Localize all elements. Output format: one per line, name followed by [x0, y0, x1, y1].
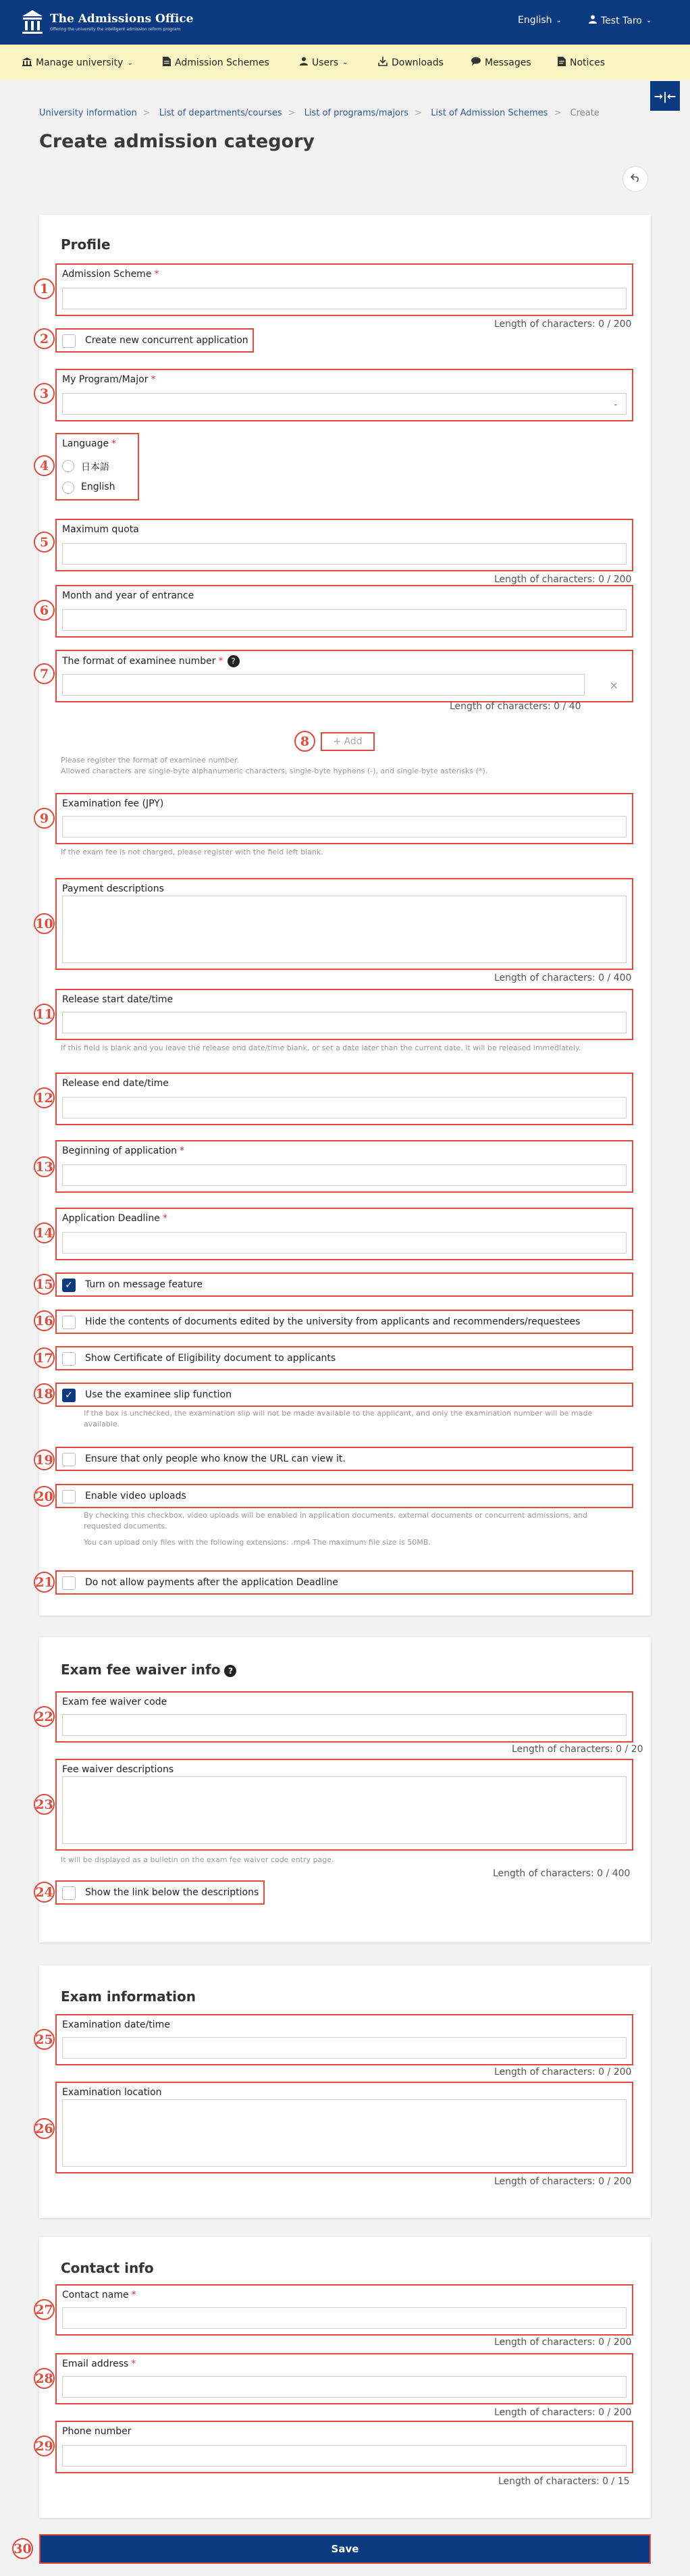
annotation-number: 15: [34, 1274, 55, 1295]
release-start-help: If this field is blank and you leave the release end date/time blank, or set a date later than the current date, it will be released immediately.: [61, 1044, 581, 1052]
entrance-label: Month and year of entrance: [62, 590, 194, 601]
back-arrow-icon: [631, 174, 640, 184]
admission-scheme-field: [55, 263, 633, 316]
annotation-number: 5: [34, 532, 55, 552]
waiver-code-counter: Length of characters: 0 / 20: [512, 1744, 643, 1755]
email-label: Email address: [62, 2359, 129, 2369]
show-link-row: [55, 1880, 265, 1905]
annotation-number: 4: [34, 455, 55, 476]
payment-descriptions-textarea[interactable]: [62, 896, 627, 963]
remove-icon[interactable]: ×: [609, 679, 618, 692]
payment-descriptions-field: [55, 878, 633, 970]
exam-fee-label: Examination fee (JPY): [62, 798, 164, 809]
annotation-number: 13: [34, 1156, 55, 1177]
save-button[interactable]: Save: [39, 2534, 651, 2564]
hide-documents-row: [55, 1310, 633, 1334]
waiver-title: [61, 1661, 236, 1678]
video-help-1: By checking this checkbox, video uploads will be enabled in application documents, external documents or concurrent admissions, and: [84, 1511, 588, 1520]
language-field: [55, 433, 139, 500]
logo-building-icon: [20, 8, 45, 35]
exam-location-counter: Length of characters: 0 / 200: [494, 2176, 632, 2187]
contact-name-counter: Length of characters: 0 / 200: [494, 2337, 632, 2348]
application-begin-field: [55, 1140, 633, 1193]
language-selector[interactable]: [518, 15, 562, 26]
collapse-arrows-icon: →|←: [654, 89, 676, 103]
required-mark: *: [154, 269, 159, 280]
main-menu: [0, 45, 690, 80]
waiver-descriptions-field: [55, 1759, 633, 1851]
admission-scheme-counter: Length of characters: 0 / 200: [494, 319, 632, 330]
program-major-label: My Program/Major: [62, 374, 149, 385]
payment-descriptions-counter: Length of characters: 0 / 400: [494, 973, 632, 983]
annotation-number: 3: [34, 383, 55, 404]
language-option-japanese: 日本語: [81, 462, 109, 473]
application-begin-input[interactable]: [62, 1164, 627, 1186]
chevron-down-icon: ⌄: [645, 17, 652, 24]
url-only-label: Ensure that only people who know the URL can view it.: [85, 1453, 346, 1464]
exam-fee-input[interactable]: [62, 816, 627, 838]
required-mark: *: [162, 1213, 167, 1224]
release-end-field: [55, 1073, 633, 1125]
maximum-quota-counter: Length of characters: 0 / 200: [494, 574, 632, 585]
video-help-3: You can upload only files with the following extensions: .mp4 The maximum file size is 50MB.: [84, 1538, 431, 1547]
menu-manage-university[interactable]: [22, 57, 133, 69]
chat-icon: [471, 57, 481, 68]
waiver-descriptions-counter: Length of characters: 0 / 400: [493, 1868, 631, 1879]
release-start-input[interactable]: [62, 1012, 627, 1033]
application-deadline-field: [55, 1208, 633, 1260]
concurrent-application-checkbox[interactable]: [62, 334, 76, 348]
user-icon: [300, 57, 308, 68]
breadcrumb-current: Create: [570, 108, 600, 118]
no-payments-row: [55, 1570, 633, 1595]
user-menu[interactable]: [589, 15, 652, 26]
url-only-checkbox[interactable]: [62, 1453, 76, 1466]
examinee-format-input[interactable]: [62, 674, 585, 696]
required-mark: *: [151, 374, 156, 385]
maximum-quota-input[interactable]: [62, 543, 627, 565]
format-help-line-2: Allowed characters are single-byte alphanumeric characters, single-byte hyphens (-), and single-byte asterisks (*).: [61, 767, 488, 775]
menu-notices[interactable]: [558, 57, 605, 69]
menu-users[interactable]: [300, 57, 348, 68]
user-icon: [589, 15, 597, 26]
phone-counter: Length of characters: 0 / 15: [498, 2476, 630, 2487]
profile-title: Profile: [61, 236, 111, 253]
concurrent-application-row: [55, 328, 254, 353]
breadcrumb-departments[interactable]: List of departments/courses: [159, 108, 282, 118]
annotation-number: 20: [34, 1486, 55, 1507]
help-icon[interactable]: ?: [228, 655, 240, 667]
contact-name-input[interactable]: [62, 2307, 627, 2329]
annotation-number: 9: [34, 808, 55, 829]
annotation-number: 27: [34, 2299, 55, 2320]
annotation-number: 29: [34, 2436, 55, 2456]
annotation-number: 11: [34, 1004, 55, 1025]
check-icon: ✓: [65, 1280, 73, 1291]
annotation-number: 12: [34, 1087, 55, 1108]
video-uploads-label: Enable video uploads: [85, 1491, 186, 1501]
release-end-label: Release end date/time: [62, 1078, 169, 1089]
exam-title: Exam information: [61, 1988, 196, 2005]
logo-title: The Admissions Office: [50, 11, 194, 26]
release-end-input[interactable]: [62, 1097, 627, 1118]
entrance-input[interactable]: [62, 609, 627, 631]
release-start-field: [55, 989, 633, 1040]
email-counter: Length of characters: 0 / 200: [494, 2407, 632, 2418]
sidebar-toggle-button[interactable]: [650, 81, 680, 111]
no-payments-checkbox[interactable]: [62, 1576, 76, 1590]
chevron-down-icon: ⌄: [127, 59, 133, 67]
language-option-english: English: [81, 482, 115, 492]
breadcrumb-admission-schemes[interactable]: List of Admission Schemes: [431, 108, 548, 118]
exam-location-field: [55, 2082, 633, 2173]
menu-messages[interactable]: [471, 57, 531, 68]
video-help-2: requested documents.: [84, 1522, 167, 1530]
chevron-down-icon: ⌄: [342, 59, 348, 66]
annotation-number: 25: [34, 2029, 55, 2050]
exam-datetime-label: Examination date/time: [62, 2019, 170, 2030]
waiver-code-input[interactable]: [62, 1714, 627, 1736]
user-name: Test Taro: [601, 15, 642, 26]
university-icon: [22, 57, 32, 69]
add-format-button[interactable]: + Add: [321, 732, 375, 751]
waiver-code-label: Exam fee waiver code: [62, 1697, 167, 1707]
waiver-descriptions-label: Fee waiver descriptions: [62, 1764, 174, 1775]
annotation-number: 2: [34, 328, 55, 349]
chevron-down-icon: ⌄: [556, 16, 562, 24]
required-mark: *: [131, 2359, 136, 2369]
required-mark: *: [180, 1145, 185, 1156]
annotation-number: 23: [34, 1794, 55, 1815]
program-major-select[interactable]: [62, 393, 627, 415]
annotation-number: 8: [294, 731, 315, 752]
breadcrumb: University information > List of departments/courses > List of programs/majors > List of Admission Schemes > Create: [39, 108, 600, 118]
document-icon: [163, 57, 171, 69]
breadcrumb-university-information[interactable]: University information: [39, 108, 137, 118]
annotation-number: 14: [34, 1222, 55, 1243]
required-mark: *: [131, 2290, 136, 2300]
hide-documents-checkbox[interactable]: [62, 1316, 76, 1329]
eligibility-label: Show Certificate of Eligibility document to applicants: [85, 1353, 336, 1364]
logo[interactable]: [20, 8, 193, 35]
top-header: [0, 0, 690, 45]
annotation-number: 26: [34, 2118, 55, 2139]
examinee-slip-checkbox[interactable]: [62, 1389, 76, 1402]
help-icon[interactable]: ?: [224, 1665, 236, 1677]
phone-input[interactable]: [62, 2445, 627, 2467]
exam-fee-help: If the exam fee is not charged, please register with the field left blank.: [61, 848, 323, 856]
email-input[interactable]: [62, 2376, 627, 2398]
menu-notices-label: Notices: [570, 57, 606, 68]
annotation-number: 22: [34, 1706, 55, 1727]
exam-datetime-input[interactable]: [62, 2037, 627, 2059]
contact-title: Contact info: [61, 2260, 154, 2276]
menu-users-label: Users: [312, 57, 339, 68]
phone-label: Phone number: [62, 2426, 132, 2437]
annotation-number: 24: [34, 1882, 55, 1903]
eligibility-checkbox[interactable]: [62, 1352, 76, 1366]
language-label: Language: [62, 438, 109, 449]
video-uploads-checkbox[interactable]: [62, 1490, 76, 1503]
application-deadline-label: Application Deadline: [62, 1213, 160, 1224]
message-feature-label: Turn on message feature: [85, 1279, 203, 1290]
show-link-label: Show the link below the descriptions: [85, 1887, 259, 1898]
breadcrumb-programs[interactable]: List of programs/majors: [304, 108, 409, 118]
required-mark: *: [111, 438, 117, 449]
menu-manage-university-label: Manage university: [36, 57, 124, 68]
maximum-quota-field: [55, 519, 633, 571]
annotation-number: 16: [34, 1310, 55, 1331]
exam-fee-field: [55, 793, 633, 844]
annotation-number: 17: [34, 1347, 55, 1368]
waiver-descriptions-textarea[interactable]: [62, 1776, 627, 1844]
annotation-number: 10: [34, 913, 55, 934]
language-radio-japanese[interactable]: [62, 460, 74, 472]
exam-location-textarea[interactable]: [62, 2099, 627, 2167]
entrance-field: [55, 585, 633, 638]
url-only-row: [55, 1447, 633, 1471]
hide-documents-label: Hide the contents of documents edited by the university from applicants and recommenders/requestees: [85, 1316, 581, 1327]
exam-datetime-counter: Length of characters: 0 / 200: [494, 2067, 632, 2078]
annotation-number: 21: [34, 1572, 55, 1593]
application-begin-label: Beginning of application: [62, 1145, 178, 1156]
message-feature-row: [55, 1272, 633, 1297]
language-label: English: [518, 15, 552, 26]
select-caret-icon: -: [614, 400, 617, 409]
message-feature-checkbox[interactable]: [62, 1279, 76, 1292]
waiver-title-text: Exam fee waiver info: [61, 1661, 221, 1678]
page-title: Create admission category: [39, 131, 315, 152]
annotation-number: 30: [12, 2538, 33, 2559]
menu-downloads-label: Downloads: [392, 57, 444, 68]
payment-descriptions-label: Payment descriptions: [62, 883, 164, 894]
annotation-number: 1: [34, 278, 55, 299]
examinee-slip-help-1: If the box is unchecked, the examination slip will not be made available to the applicant, and only the examination number will be made: [84, 1409, 593, 1418]
annotation-number: 18: [34, 1383, 55, 1404]
exam-location-label: Examination location: [62, 2087, 162, 2098]
examinee-slip-help-2: available.: [84, 1420, 120, 1428]
application-deadline-input[interactable]: [62, 1232, 627, 1254]
examinee-slip-row: [55, 1383, 633, 1407]
maximum-quota-label: Maximum quota: [62, 524, 139, 535]
menu-messages-label: Messages: [485, 57, 531, 68]
required-mark: *: [218, 656, 223, 667]
annotation-number: 7: [34, 663, 55, 684]
menu-downloads[interactable]: [378, 57, 444, 69]
concurrent-application-label: Create new concurrent application: [85, 335, 248, 346]
check-icon: ✓: [65, 1390, 73, 1401]
waiver-code-field: [55, 1691, 633, 1743]
examinee-format-label: The format of examinee number: [62, 656, 216, 667]
download-icon: [378, 57, 388, 69]
annotation-number: 19: [34, 1449, 55, 1470]
exam-datetime-field: [55, 2014, 633, 2065]
annotation-number: 6: [34, 600, 55, 621]
logo-subtitle: Offering the university the intelligent admission reform program: [50, 26, 181, 32]
admission-scheme-label: Admission Scheme: [62, 269, 152, 280]
format-help-line-1: Please register the format of examinee number.: [61, 756, 239, 765]
admission-scheme-input[interactable]: [62, 288, 627, 309]
show-link-checkbox[interactable]: [62, 1886, 76, 1900]
phone-field: [55, 2421, 633, 2473]
no-payments-label: Do not allow payments after the application Deadline: [85, 1577, 338, 1588]
waiver-descriptions-help: It will be displayed as a bulletin on the exam fee waiver code entry page.: [61, 1855, 334, 1864]
video-uploads-row: [55, 1484, 633, 1508]
examinee-format-counter: Length of characters: 0 / 40: [450, 701, 581, 712]
contact-name-label: Contact name: [62, 2290, 129, 2300]
program-major-field: [55, 369, 633, 421]
menu-admission-schemes-label: Admission Schemes: [175, 57, 269, 68]
annotation-number: 28: [34, 2368, 55, 2389]
contact-name-field: [55, 2284, 633, 2336]
examinee-slip-label: Use the examinee slip function: [85, 1389, 232, 1400]
notice-icon: [558, 57, 566, 69]
release-start-label: Release start date/time: [62, 994, 174, 1005]
email-field: [55, 2353, 633, 2404]
back-button[interactable]: [622, 166, 648, 192]
language-radio-english[interactable]: [62, 482, 74, 494]
examinee-format-field: [55, 650, 633, 702]
menu-admission-schemes[interactable]: [163, 57, 269, 69]
eligibility-row: [55, 1346, 633, 1370]
